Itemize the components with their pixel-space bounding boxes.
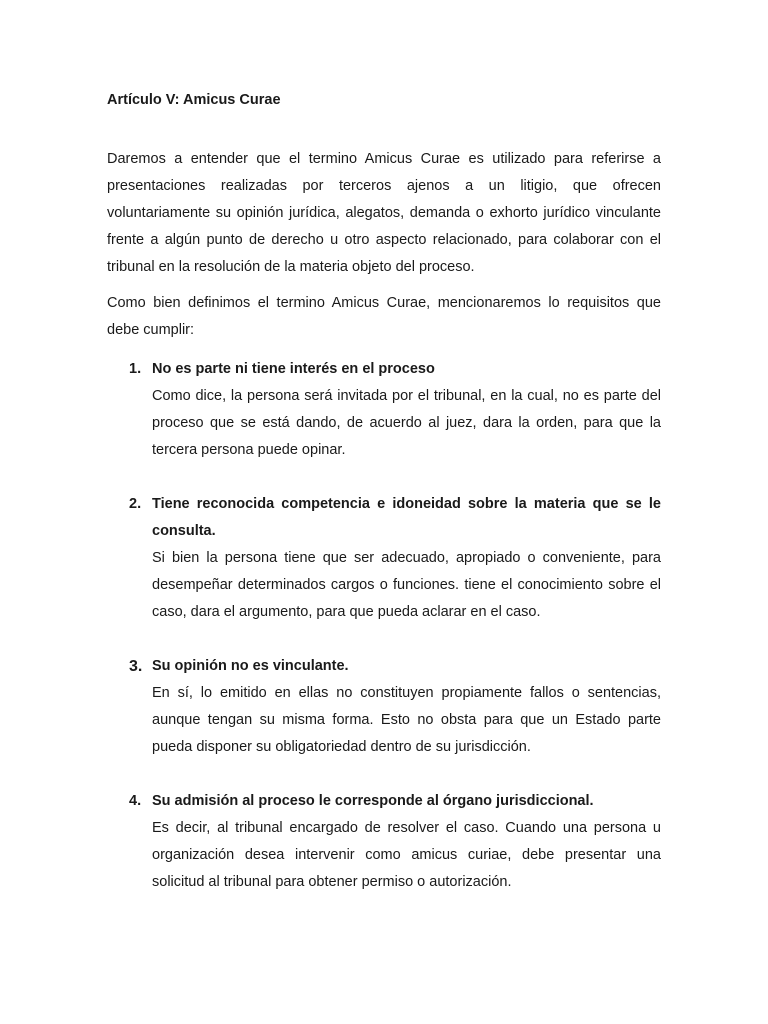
item-body: Como dice, la persona será invitada por el tribunal, en la cual, no es parte del proceso que se está dando, de acuerdo al juez, dara la orden, para que la tercera persona puede opinar. [152, 388, 661, 458]
item-heading: Tiene reconocida competencia e idoneidad sobre la materia que se le consulta. [152, 496, 661, 539]
item-number: 3. [129, 658, 143, 675]
list-item [129, 356, 661, 464]
list-item [129, 653, 661, 761]
list-item [129, 788, 661, 896]
item-body: En sí, lo emitido en ellas no constituyen propiamente fallos o sentencias, aunque tengan su misma forma. Esto no obsta para que un Estado parte pueda disponer su obligatoriedad dentro de su jurisdicción. [152, 685, 661, 755]
item-heading: Su opinión no es vinculante. [152, 658, 349, 674]
item-heading: Su admisión al proceso le corresponde al órgano jurisdiccional. [152, 793, 594, 809]
item-body: Si bien la persona tiene que ser adecuado, apropiado o conveniente, para desempeñar determinados cargos o funciones. tiene el conocimiento sobre el caso, dara el argumento, para que pueda aclarar en el caso. [152, 550, 661, 620]
requirements-intro-paragraph: Como bien definimos el termino Amicus Curae, mencionaremos lo requisitos que debe cumplir: [107, 295, 661, 338]
item-number: 4. [129, 793, 142, 809]
item-number: 2. [129, 496, 142, 512]
item-number: 1. [129, 361, 142, 377]
page-title: Artículo V: Amicus Curae [107, 92, 281, 108]
requirements-list [129, 356, 661, 923]
item-heading: No es parte ni tiene interés en el proceso [152, 361, 435, 377]
item-body: Es decir, al tribunal encargado de resolver el caso. Cuando una persona u organización desea intervenir como amicus curiae, debe presentar una solicitud al tribunal para obtener permiso o autorización. [152, 820, 661, 890]
intro-paragraph: Daremos a entender que el termino Amicus Curae es utilizado para referirse a presentaciones realizadas por terceros ajenos a un litigio, que ofrecen voluntariamente su opinión jurídica, alegatos, demanda o exhorto jurídico vinculante frente a algún punto de derecho u otro aspecto relacionado, para colaborar con el tribunal en la resolución de la materia objeto del proceso. [107, 151, 661, 275]
list-item [129, 491, 661, 626]
